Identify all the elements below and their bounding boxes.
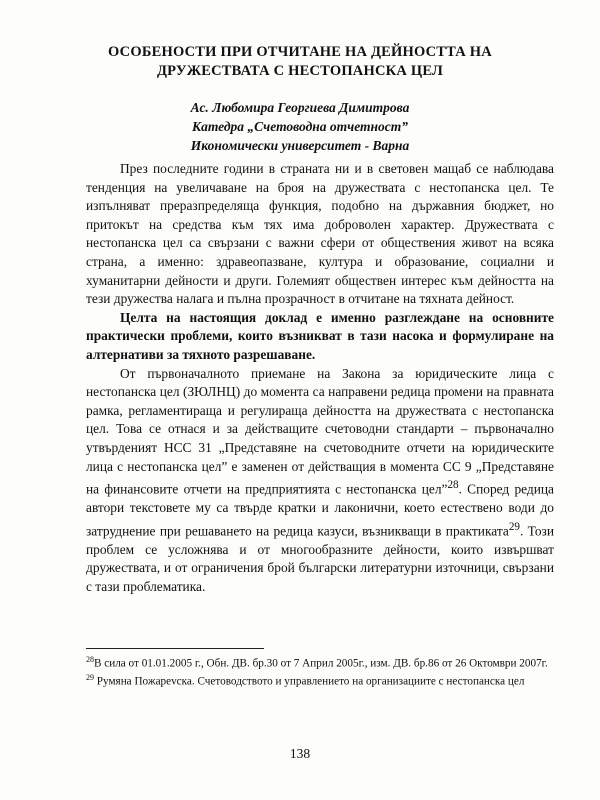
footnote-ref-28[interactable]: 28 <box>447 479 459 492</box>
body-text <box>86 160 554 597</box>
page-number: 138 <box>289 746 311 761</box>
author-department: Катедра „Счетоводна отчетност” <box>191 119 409 134</box>
paper-title-line-1: ОСОБЕНОСТИ ПРИ ОТЧИТАНЕ НА ДЕЙНОСТТА НА <box>108 44 492 60</box>
footnote-ref-29[interactable]: 29 <box>508 520 520 533</box>
author-name: Ас. Любомира Георгиева Димитрова <box>190 100 410 115</box>
paragraph-2-aim: Целта на настоящия доклад е именно разглеждане на основните практически проблеми, които възникват в тази насока и формулиране на алтернативи за тяхното разрешаване. <box>86 309 554 362</box>
footnote-28 <box>86 653 554 671</box>
paragraph-3-part-2: . Според редица автори текстовете му са твърде кратки и лаконични, което естествено води до затруднение при решаването на редица казуси, възникващи в практиката <box>86 481 554 539</box>
paragraph-3 <box>86 365 554 597</box>
footnote-29-text: Румяна Пожарevска. Счетоводството и управлението на организациите с нестопанска цел <box>96 675 525 688</box>
footnotes <box>86 653 554 689</box>
footnote-29 <box>86 671 554 689</box>
footnote-separator <box>86 648 264 649</box>
footnote-28-text: В сила от 01.01.2005 г., Обн. ДВ. бр.30 от 7 Април 2005г., изм. ДВ. бр.86 от 26 Октомври 2007г. <box>94 657 548 670</box>
paragraph-3-part-1: От първоначалното приемане на Закона за юридическите лица с нестопанска цел (ЗЮЛНЦ) до момента са направени редица промени на правната рамка, регламентираща и регулираща дейността на дружествата с нестопанска цел. Това се отнася и за действащите счетоводни стандарти – първоначално утвърденият НСС 31 „Представяне на счетоводните отчети на юридическите лица с нестопанска цел” е заменен от действащия в момента СС 9 „Представяне на финансовите отчети на предприятията с нестопанска цел” <box>86 365 554 497</box>
paragraph-1: През последните години в страната ни и в световен мащаб се наблюдава тенденция на увеличаване на броя на дружествата с нестопанска цел. Те изпълняват преразпределяща функция, подобно на държавния бюджет, но притокът на средства към тях има доброволен характер. Дружествата с нестопанска цел са свързани с важни сфери от обществения живот на всяка страна, а именно: здравеопазване, култура и образование, социални и хуманитарни дейности и други. Големият обществен интерес към дейността на тези дружества налага и пълна прозрачност в отчитане на тяхната дейност. <box>86 161 554 307</box>
paper-title-line-2: ДРУЖЕСТВАТА С НЕСТОПАНСКА ЦЕЛ <box>156 63 443 79</box>
footnote-29-number: 29 <box>86 672 94 682</box>
paragraph-3-part-3: . Този проблем се усложнява и от многообразните дейности, които извършват дружествата, и от ограничения брой български литературни източници, свързани с тази проблематика. <box>86 523 554 594</box>
author-block <box>120 98 480 155</box>
paper-title <box>60 43 540 81</box>
footnote-28-number: 28 <box>86 655 94 664</box>
author-university: Икономически университет - Варна <box>190 138 410 153</box>
